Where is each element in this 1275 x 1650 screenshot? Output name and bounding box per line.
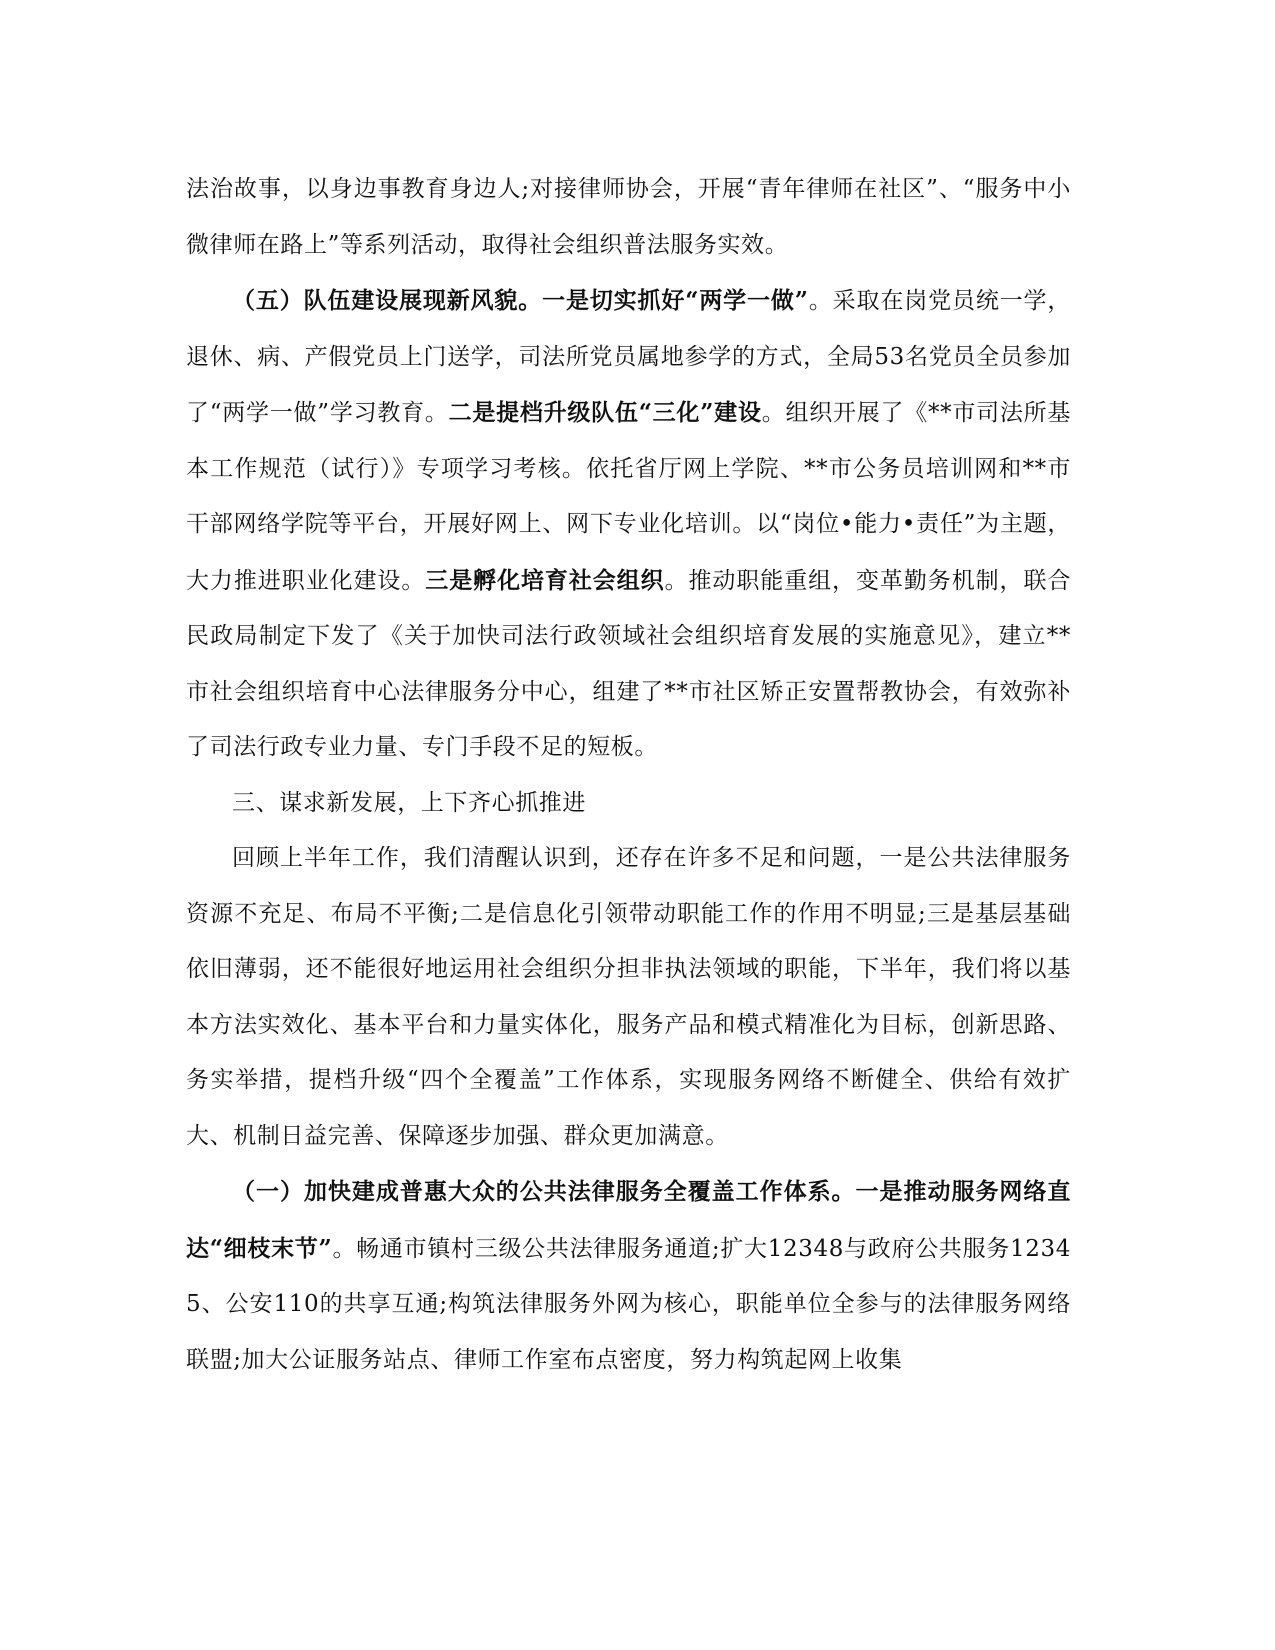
subsection-heading-one: （一）加快建成普惠大众的公共法律服务全覆盖工作体系。一是推动服务网络直达“细枝末节” [186,1178,1071,1262]
point-one-text: 。采取在岗党员统一学，退休、病、产假党员上门送学，司法所党员属地参学的方式，全局53名党员全员参加了“两学一做”学习教育。 [186,288,1071,426]
section-heading-three [186,776,1071,832]
paragraph-5 [186,1164,1071,1388]
section-heading-three-text: 三、谋求新发展，上下齐心抓推进 [232,789,586,816]
point-two-heading: 二是提档升级队伍“三化”建设 [448,399,762,426]
paragraph-1-text: 法治故事，以身边事教育身边人;对接律师协会，开展“青年律师在社区”、“服务中小微律师在路上”等系列活动，取得社会组织普法服务实效。 [186,176,1071,258]
point-two-text: 。组织开展了《**市司法所基本工作规范（试行）》专项学习考核。依托省厅网上学院、**市公务员培训网和**市干部网络学院等平台，开展好网上、网下专业化培训。以“岗位•能力•责任”为主题，大力推进职业化建设。 [186,400,1072,594]
document-body [186,162,1071,1388]
paragraph-review [186,831,1071,1164]
paragraph-1 [186,162,1071,273]
point-three-heading: 三是孵化培育社会组织 [425,566,665,594]
paragraph-5-text: 。畅通市镇村三级公共法律服务通道;扩大12348与政府公共服务12345、公安110的共享互通;构筑法律服务外网为核心，职能单位全参与的法律服务网络联盟;加大公证服务站点、律师工作室布点密度，努力构筑起网上收集 [186,1235,1071,1373]
paragraph-2 [186,273,1071,776]
paragraph-review-text: 回顾上半年工作，我们清醒认识到，还存在许多不足和问题，一是公共法律服务资源不充足、布局不平衡;二是信息化引领带动职能工作的作用不明显;三是基层基础依旧薄弱，还不能很好地运用社会组织分担非执法领域的职能，下半年，我们将以基本方法实效化、基本平台和力量实体化，服务产品和模式精准化为目标，创新思路、务实举措，提档升级“四个全覆盖”工作体系，实现服务网络不断健全、供给有效扩大、机制日益完善、保障逐步加强、群众更加满意。 [186,845,1071,1149]
point-three-text: 。推动职能重组，变革勤务机制，联合民政局制定下发了《关于加快司法行政领域社会组织培育发展的实施意见》，建立**市社会组织培育中心法律服务分中心，组建了**市社区矫正安置帮教协会，有效弥补了司法行政专业力量、专门手段不足的短板。 [186,567,1072,760]
section-heading-team-building: （五）队伍建设展现新风貌。 [232,287,543,314]
point-one-heading: 一是切实抓好“两学一做” [542,287,809,314]
